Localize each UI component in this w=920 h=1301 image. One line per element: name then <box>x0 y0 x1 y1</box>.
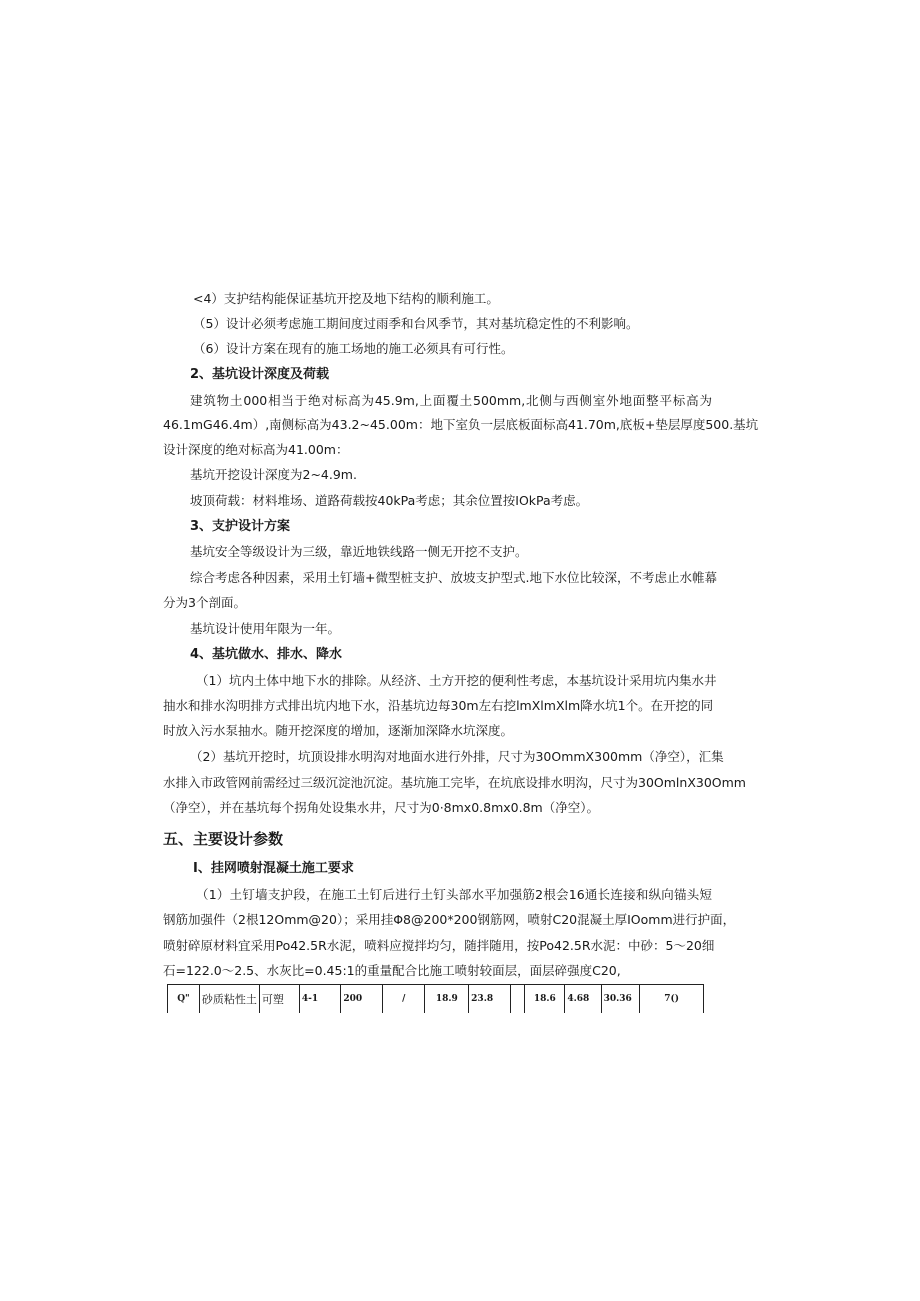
table-row <box>168 985 704 1014</box>
paragraph-concrete-1d: 石=122.0〜2.5、水灰比=0.45:1的重量配合比施工喷射较面层，面层碎强度C20, <box>163 963 621 978</box>
section-5-title: 五、主要设计参数 <box>163 830 284 848</box>
paragraph-depth-1: 建筑物土000相当于绝对标高为45.9m,上面覆土500mm,北侧与西侧室外地面整平标高为 <box>190 393 712 408</box>
paragraph-concrete-1a: （1）土钉墙支护段，在施工土钉后进行土钉头部水平加强筋2根会16通长连接和纵向锚头短 <box>196 887 712 902</box>
table-cell: 4-1 <box>299 985 340 1014</box>
heading-2: 2、基坑设计深度及荷载 <box>190 367 330 382</box>
paragraph-concrete-1b: 钢筋加强件（2根12Omm@20）；采用挂Φ8@200*200钢筋网，喷射C20混凝土厚IOomm进行护面， <box>163 912 736 927</box>
table-cell: / <box>383 985 425 1014</box>
table-cell: 4.68 <box>565 985 601 1014</box>
paragraph-concrete-1c: 喷射碎原材料宜采用Po42.5R水泥，喷料应搅拌均匀，随拌随用，按Po42.5R水泥：中砂：5〜20细 <box>163 938 715 953</box>
table-cell: 23.8 <box>469 985 511 1014</box>
paragraph-water-2b: 水排入市政管网前需经过三级沉淀池沉淀。基坑施工完毕，在坑底设排水明沟，尺寸为30OmlnX30Omm <box>163 775 746 790</box>
paragraph-item-6: （6）设计方案在现有的施工场地的施工必须具有可行性。 <box>193 341 514 356</box>
table-cell: 18.6 <box>525 985 565 1014</box>
paragraph-water-1c: 时放入污水泵抽水。随开挖深度的增加，逐渐加深降水坑深度。 <box>163 723 514 738</box>
heading-4: 4、基坑做水、排水、降水 <box>190 647 343 662</box>
paragraph-item-5: （5）设计必须考虑施工期间度过雨季和台风季节，其对基坑稳定性的不利影响。 <box>193 316 639 331</box>
paragraph-depth-2: 46.1mG46.4m）,南侧标高为43.2~45.00m：地下室负一层底板面标高41.70m,底板+垫层厚度500.基坑 <box>163 417 759 432</box>
paragraph-water-2c: （净空），并在基坑每个拐角处设集水井，尺寸为0·8mx0.8mx0.8m（净空）。 <box>163 800 599 815</box>
table-cell: 可塑 <box>259 985 299 1014</box>
table-cell <box>511 985 525 1014</box>
paragraph-safety: 基坑安全等级设计为三级，靠近地铁线路一侧无开挖不支护。 <box>190 544 528 559</box>
paragraph-load: 坡顶荷载：材料堆场、道路荷载按40kPa考虑；其余位置按IOkPa考虑。 <box>190 493 589 508</box>
table-cell: 30.36 <box>601 985 640 1014</box>
table-cell: 砂质粘性土 <box>199 985 259 1014</box>
table-cell: 200 <box>341 985 383 1014</box>
paragraph-scheme-2: 分为3个剖面。 <box>163 595 246 610</box>
paragraph-water-2a: （2）基坑开挖时，坑顶设排水明沟对地面水进行外排，尺寸为30OmmX300mm（净空），汇集 <box>190 749 724 764</box>
table-cell: Q" <box>168 985 200 1014</box>
paragraph-depth-4: 基坑开挖设计深度为2~4.9m. <box>190 467 357 482</box>
paragraph-item-4: <4）支护结构能保证基坑开挖及地下结构的顺利施工。 <box>193 291 499 306</box>
paragraph-depth-3: 设计深度的绝对标高为41.00m： <box>163 442 349 457</box>
table-cell: 18.9 <box>425 985 469 1014</box>
paragraph-water-1a: （1）坑内土体中地下水的排除。从经济、土方开挖的便利性考虑，本基坑设计采用坑内集水井 <box>196 673 717 688</box>
paragraph-life: 基坑设计使用年限为一年。 <box>190 621 341 636</box>
heading-3: 3、支护设计方案 <box>190 519 291 534</box>
heading-I: I、挂网喷射混凝土施工要求 <box>193 861 354 876</box>
paragraph-water-1b: 抽水和排水沟明排方式排出坑内地下水，沿基坑边每30m左右挖lmXlmXlm降水坑1个。在开挖的同 <box>163 698 714 713</box>
paragraph-scheme-1: 综合考虑各种因素，采用土钉墙+微型桩支护、放坡支护型式.地下水位比较深，不考虑止水帷幕 <box>190 570 717 585</box>
soil-parameter-table <box>167 984 704 1013</box>
table-cell: 7() <box>640 985 704 1014</box>
